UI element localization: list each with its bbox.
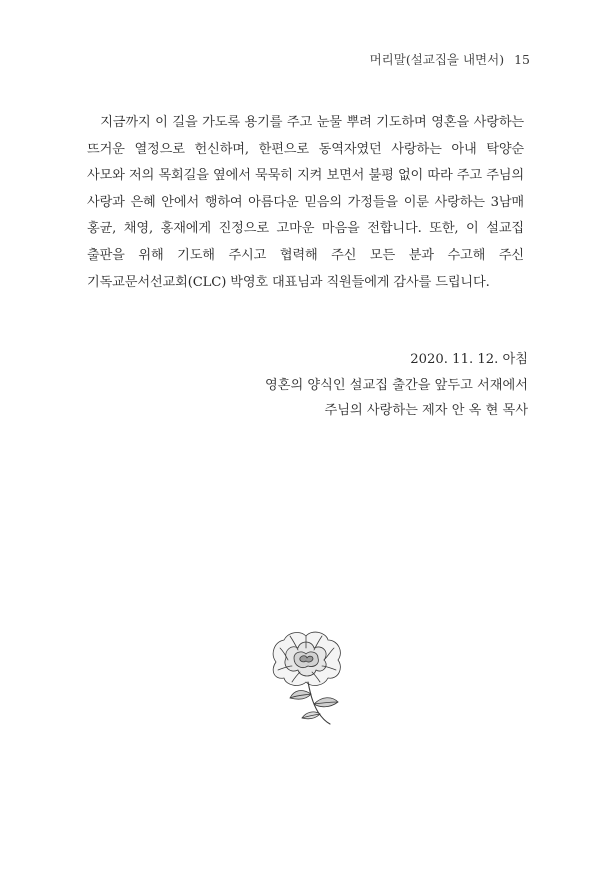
running-header (370, 50, 530, 68)
page-number: 15 (514, 52, 530, 67)
peony-flower-icon (268, 628, 346, 726)
signature-author: 주님의 사랑하는 제자 안 옥 현 목사 (324, 403, 528, 418)
chapter-title: 머리말(설교집을 내면서) (369, 52, 505, 67)
signature-block (265, 347, 528, 424)
signature-date: 2020. 11. 12. 아침 (410, 352, 528, 367)
signature-place: 영혼의 양식인 설교집 출간을 앞두고 서재에서 (264, 377, 528, 393)
body-paragraph: 지금까지 이 길을 가도록 용기를 주고 눈물 뿌려 기도하며 영혼을 사랑하는 뜨거운 열정으로 헌신하며, 한편으로 동역자였던 사랑하는 아내 탁양순 사모와 저의 목회길을 옆에서 묵묵히 지켜 보면서 불평 없이 따라 주고 주님의 사랑과 은혜 안에서 행하여 아름다운 믿음의 가정들을 이룬 사랑하는 3남매 홍균, 채영, 홍재에게 진정으로 고마운 마음을 전합니다. 또한, 이 설교집 출판을 위해 기도해 주시고 협력해 주신 모든 분과 수고해 주신 기독교문서선교회(CLC) 박영호 대표님과 직원들에게 감사를 드립니다. (87, 115, 524, 290)
